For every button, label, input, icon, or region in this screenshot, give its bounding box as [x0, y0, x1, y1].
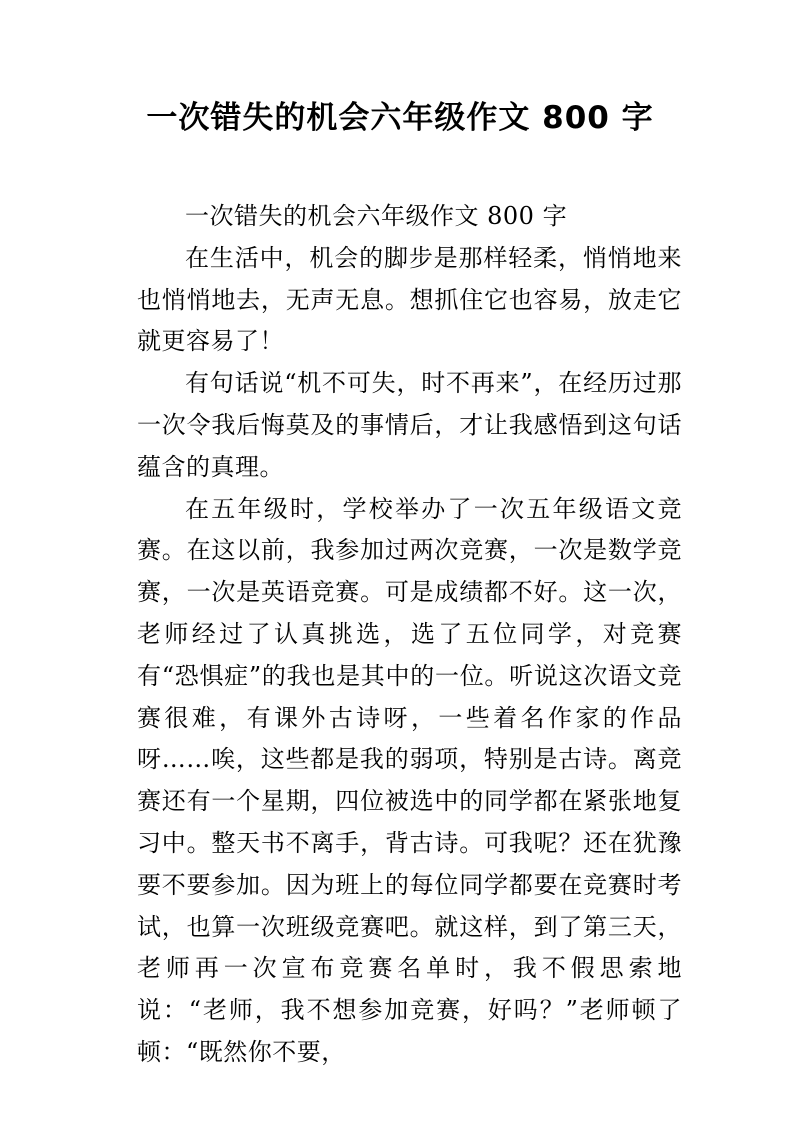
paragraph: 一次错失的机会六年级作文 800 字	[185, 202, 568, 230]
document-body	[137, 196, 682, 1074]
paragraph: 在生活中，机会的脚步是那样轻柔，悄悄地来也悄悄地去，无声无息。想抓住它也容易，放走它就更容易了！	[137, 243, 682, 356]
document-title: 一次错失的机会六年级作文 800 字	[146, 100, 654, 136]
paragraph: 在五年级时，学校举办了一次五年级语文竞赛。在这以前，我参加过两次竞赛，一次是数学竞赛，一次是英语竞赛。可是成绩都不好。这一次，老师经过了认真挑选，选了五位同学，对竞赛有“恐惧症”的我也是其中的一位。听说这次语文竞赛很难，有课外古诗呀，一些着名作家的作品呀……唉，这些都是我的弱项，特别是古诗。离竞赛还有一个星期，四位被选中的同学都在紧张地复习中。整天书不离手，背古诗。可我呢？还在犹豫要不要参加。因为班上的每位同学都要在竞赛时考试，也算一次班级竞赛吧。就这样，到了第三天，老师再一次宣布竞赛名单时，我不假思索地说：“老师，我不想参加竞赛，好吗？”老师顿了顿：“既然你不要，	[137, 494, 682, 1066]
paragraph: 有句话说“机不可失，时不再来”，在经历过那一次令我后悔莫及的事情后，才让我感悟到这句话蕴含的真理。	[137, 369, 682, 481]
